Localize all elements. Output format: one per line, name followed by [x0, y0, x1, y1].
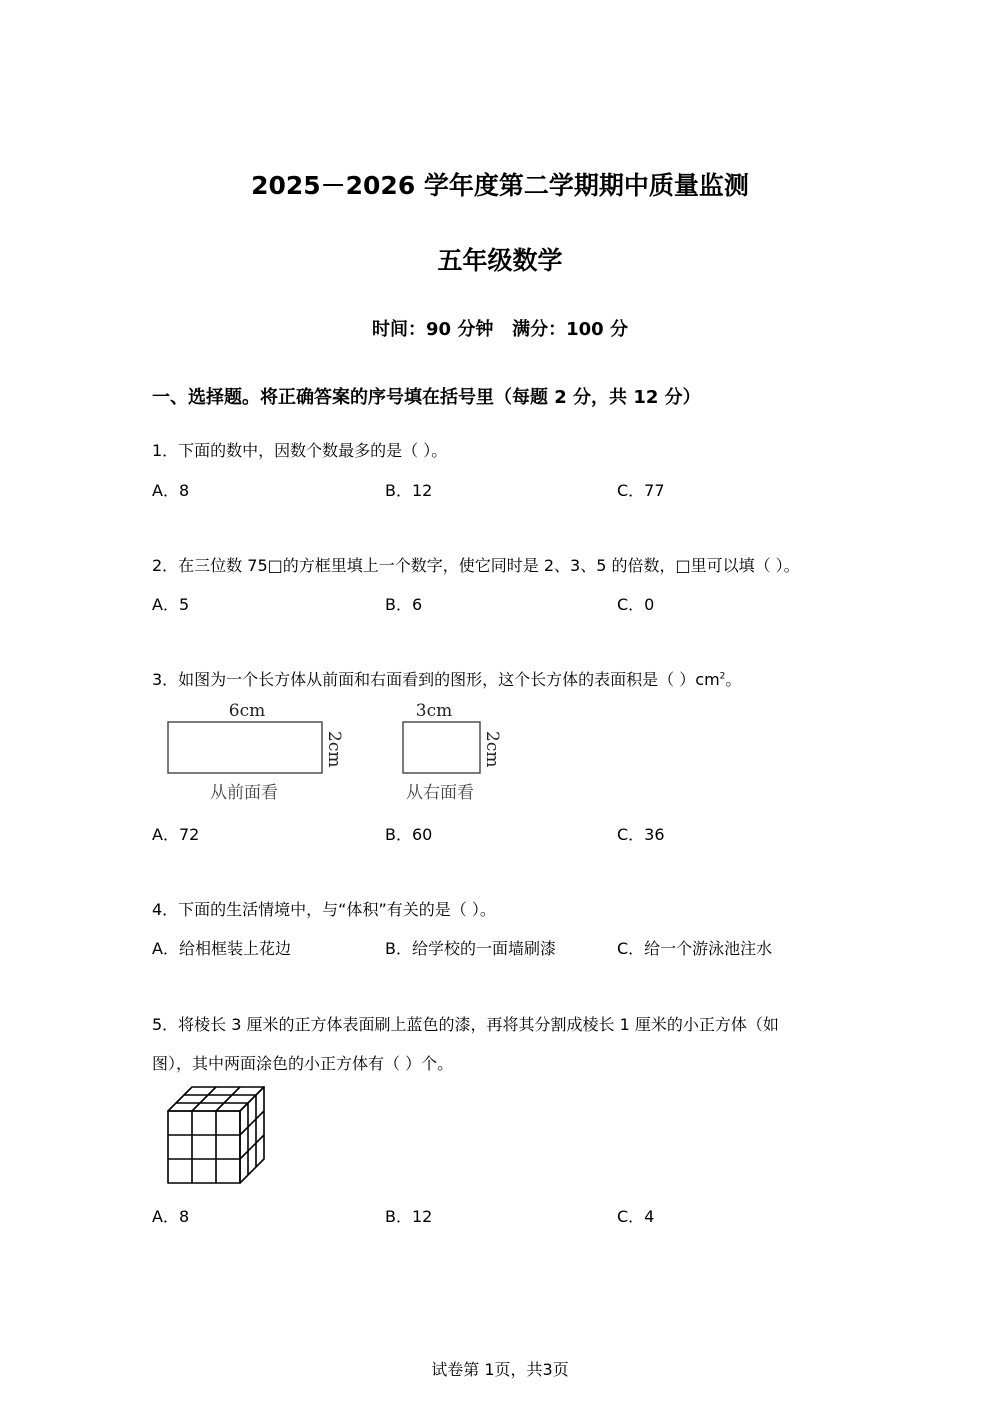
question-3-option-b: B．60 [385, 825, 433, 844]
exam-subject: 五年级数学 [437, 246, 563, 275]
exam-title: 2025－2026 学年度第二学期期中质量监测 [251, 171, 749, 200]
cube-grid-lines [168, 1087, 264, 1183]
question-3-text [152, 667, 741, 690]
question-4-option-b: B．给学校的一面墙刷漆 [385, 939, 556, 958]
question-3-figure [150, 696, 530, 811]
exam-info: 时间：90 分钟 满分：100 分 [372, 319, 628, 340]
cube-3x3-figure [160, 1080, 270, 1190]
question-5-option-b: B．12 [385, 1207, 433, 1226]
right-view-caption: 从右面看 [406, 783, 474, 803]
front-view-caption: 从前面看 [210, 783, 278, 803]
question-3-unit-exponent: 2 [719, 671, 726, 682]
front-width-label: 6cm [228, 701, 266, 721]
question-5-option-c: C．4 [617, 1207, 655, 1226]
question-1-option-b: B．12 [385, 481, 433, 500]
front-height-label: 2cm [324, 731, 344, 768]
question-3-option-c: C．36 [617, 825, 665, 844]
question-3-text-end: 。 [725, 670, 742, 689]
right-view-rectangle [403, 722, 480, 773]
right-width-label: 3cm [415, 701, 453, 721]
question-5-option-a: A．8 [152, 1207, 190, 1226]
page-footer: 试卷第 1页，共3页 [431, 1360, 569, 1379]
question-1-option-a: A．8 [152, 481, 190, 500]
question-4-text: 4．下面的生活情境中，与“体积”有关的是（ ）。 [152, 900, 496, 919]
question-2-option-a: A．5 [152, 595, 190, 614]
question-5-text-line-2: 图），其中两面涂色的小正方体有（ ）个。 [152, 1054, 454, 1073]
question-3-option-a: A．72 [152, 825, 200, 844]
question-1-option-c: C．77 [617, 481, 665, 500]
question-2-option-b: B．6 [385, 595, 423, 614]
front-view-rectangle [168, 722, 322, 773]
question-2-option-c: C．0 [617, 595, 655, 614]
question-5-text-line-1: 5．将棱长 3 厘米的正方体表面刷上蓝色的漆，再将其分割成棱长 1 厘米的小正方体（如 [152, 1015, 779, 1034]
question-4-option-a: A．给相框装上花边 [152, 939, 291, 958]
section-heading: 一、选择题。将正确答案的序号填在括号里（每题 2 分，共 12 分） [152, 387, 701, 408]
question-4-option-c: C．给一个游泳池注水 [617, 939, 773, 958]
question-2-text: 2．在三位数 75□的方框里填上一个数字，使它同时是 2、3、5 的倍数，□里可以填（ ）。 [152, 556, 800, 575]
right-height-label: 2cm [482, 731, 502, 768]
question-3-text-main: 3．如图为一个长方体从前面和右面看到的图形，这个长方体的表面积是（ ）cm [152, 670, 720, 689]
question-1-text: 1．下面的数中，因数个数最多的是（ ）。 [152, 441, 448, 460]
